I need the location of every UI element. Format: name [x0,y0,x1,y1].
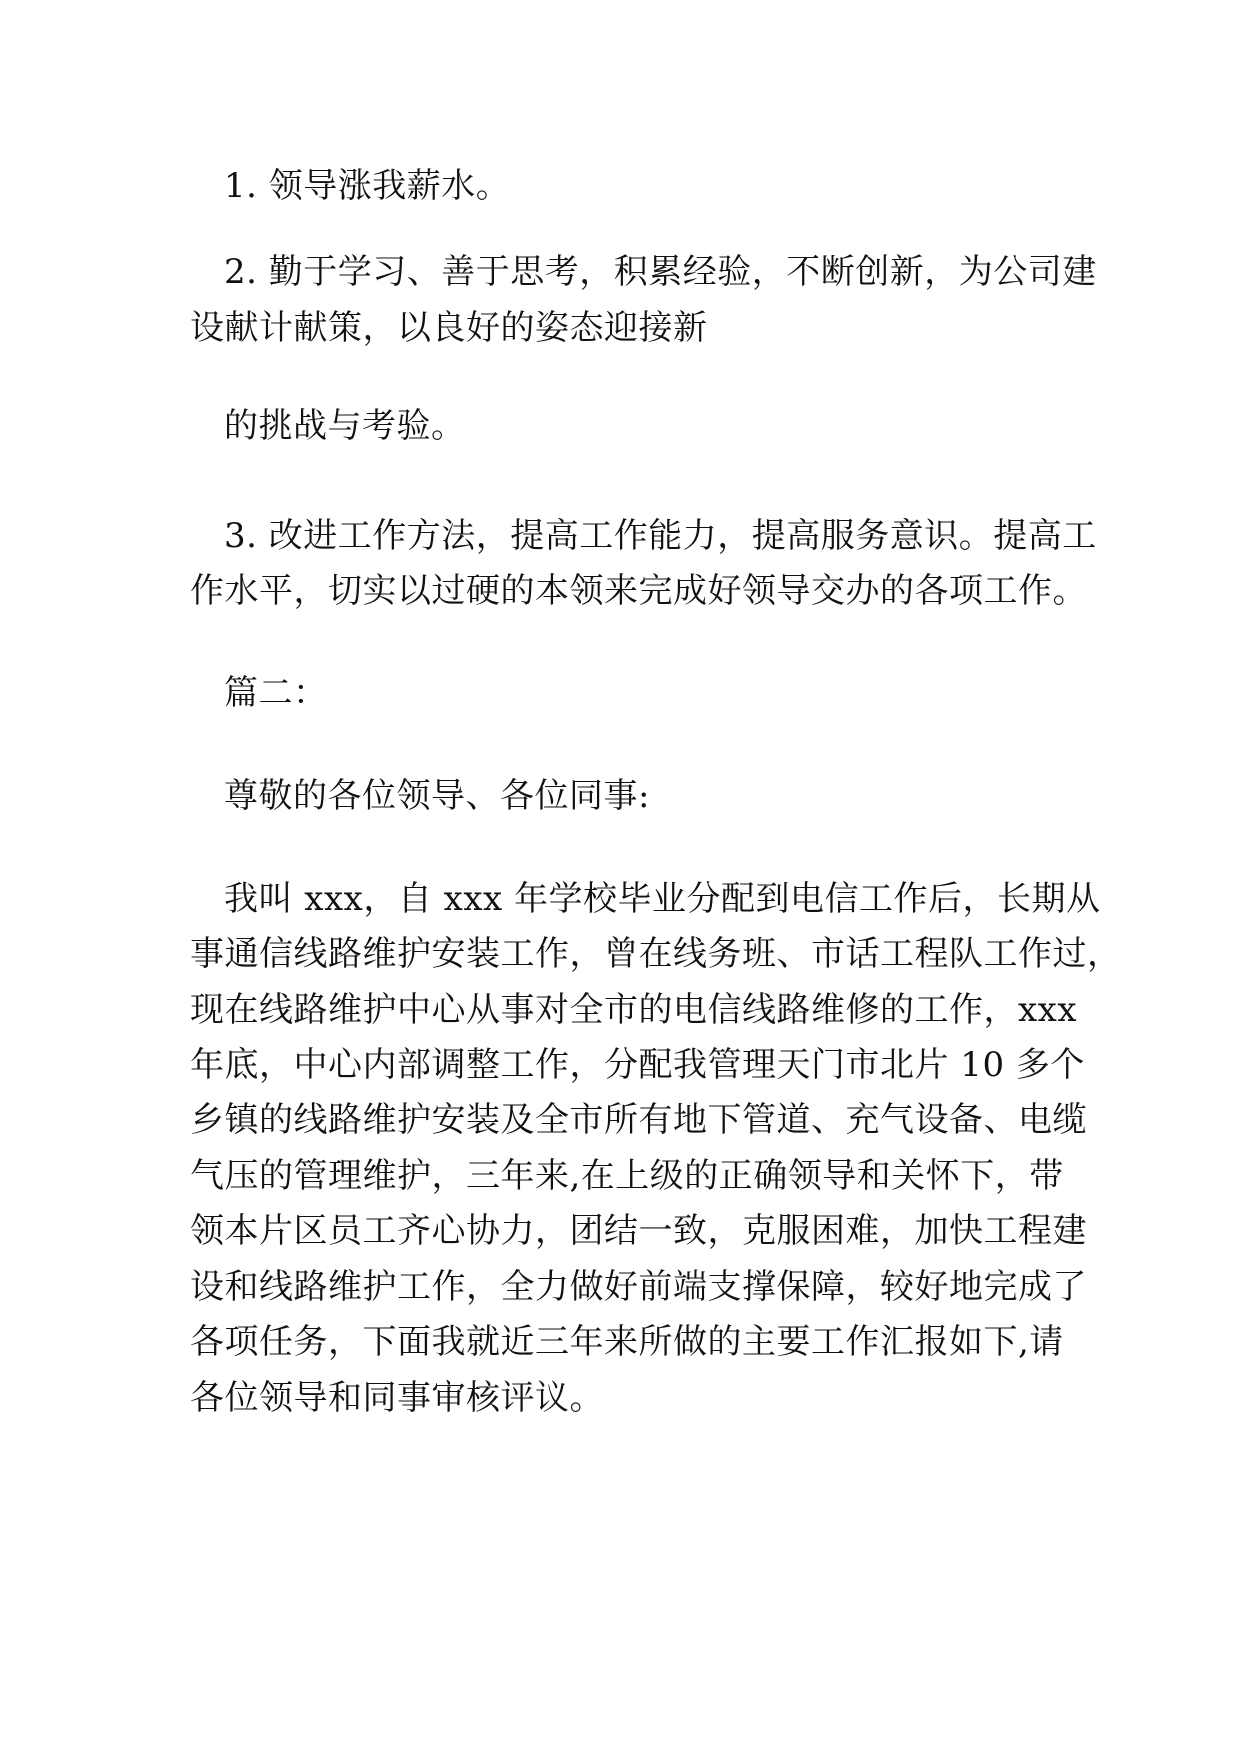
body-line-7: 领本片区员工齐心协力，团结一致，克服困难，加快工程建 [190,1211,1087,1251]
section-heading: 篇二： [224,673,328,713]
body-line-2: 事通信线路维护安装工作，曾在线务班、市话工程队工作过， [190,934,1122,974]
salutation: 尊敬的各位领导、各位同事: [224,776,650,816]
paragraph-1-line-1: 1. 领导涨我薪水。 [224,166,511,206]
paragraph-3-line-1: 的挑战与考验。 [224,406,466,446]
body-line-1: 我叫 xxx，自 xxx 年学校毕业分配到电信工作后，长期从 [224,879,1101,919]
paragraph-4-line-1: 3. 改进工作方法，提高工作能力，提高服务意识。提高工 [224,516,1097,556]
paragraph-2-line-1: 2. 勤于学习、善于思考，积累经验，不断创新，为公司建 [224,252,1097,292]
body-line-5: 乡镇的线路维护安装及全市所有地下管道、充气设备、电缆 [190,1100,1087,1140]
paragraph-2-line-2: 设献计献策，以良好的姿态迎接新 [190,308,708,348]
body-line-3: 现在线路维护中心从事对全市的电信线路维修的工作，xxx [190,990,1078,1030]
body-line-4: 年底，中心内部调整工作，分配我管理天门市北片 10 多个 [190,1045,1085,1085]
body-line-10: 各位领导和同事审核评议。 [190,1378,604,1418]
body-line-6: 气压的管理维护，三年来,在上级的正确领导和关怀下，带 [190,1156,1064,1196]
paragraph-4-line-2: 作水平，切实以过硬的本领来完成好领导交办的各项工作。 [190,571,1087,611]
body-line-9: 各项任务，下面我就近三年来所做的主要工作汇报如下,请 [190,1322,1064,1362]
body-line-8: 设和线路维护工作，全力做好前端支撑保障，较好地完成了 [190,1267,1087,1307]
